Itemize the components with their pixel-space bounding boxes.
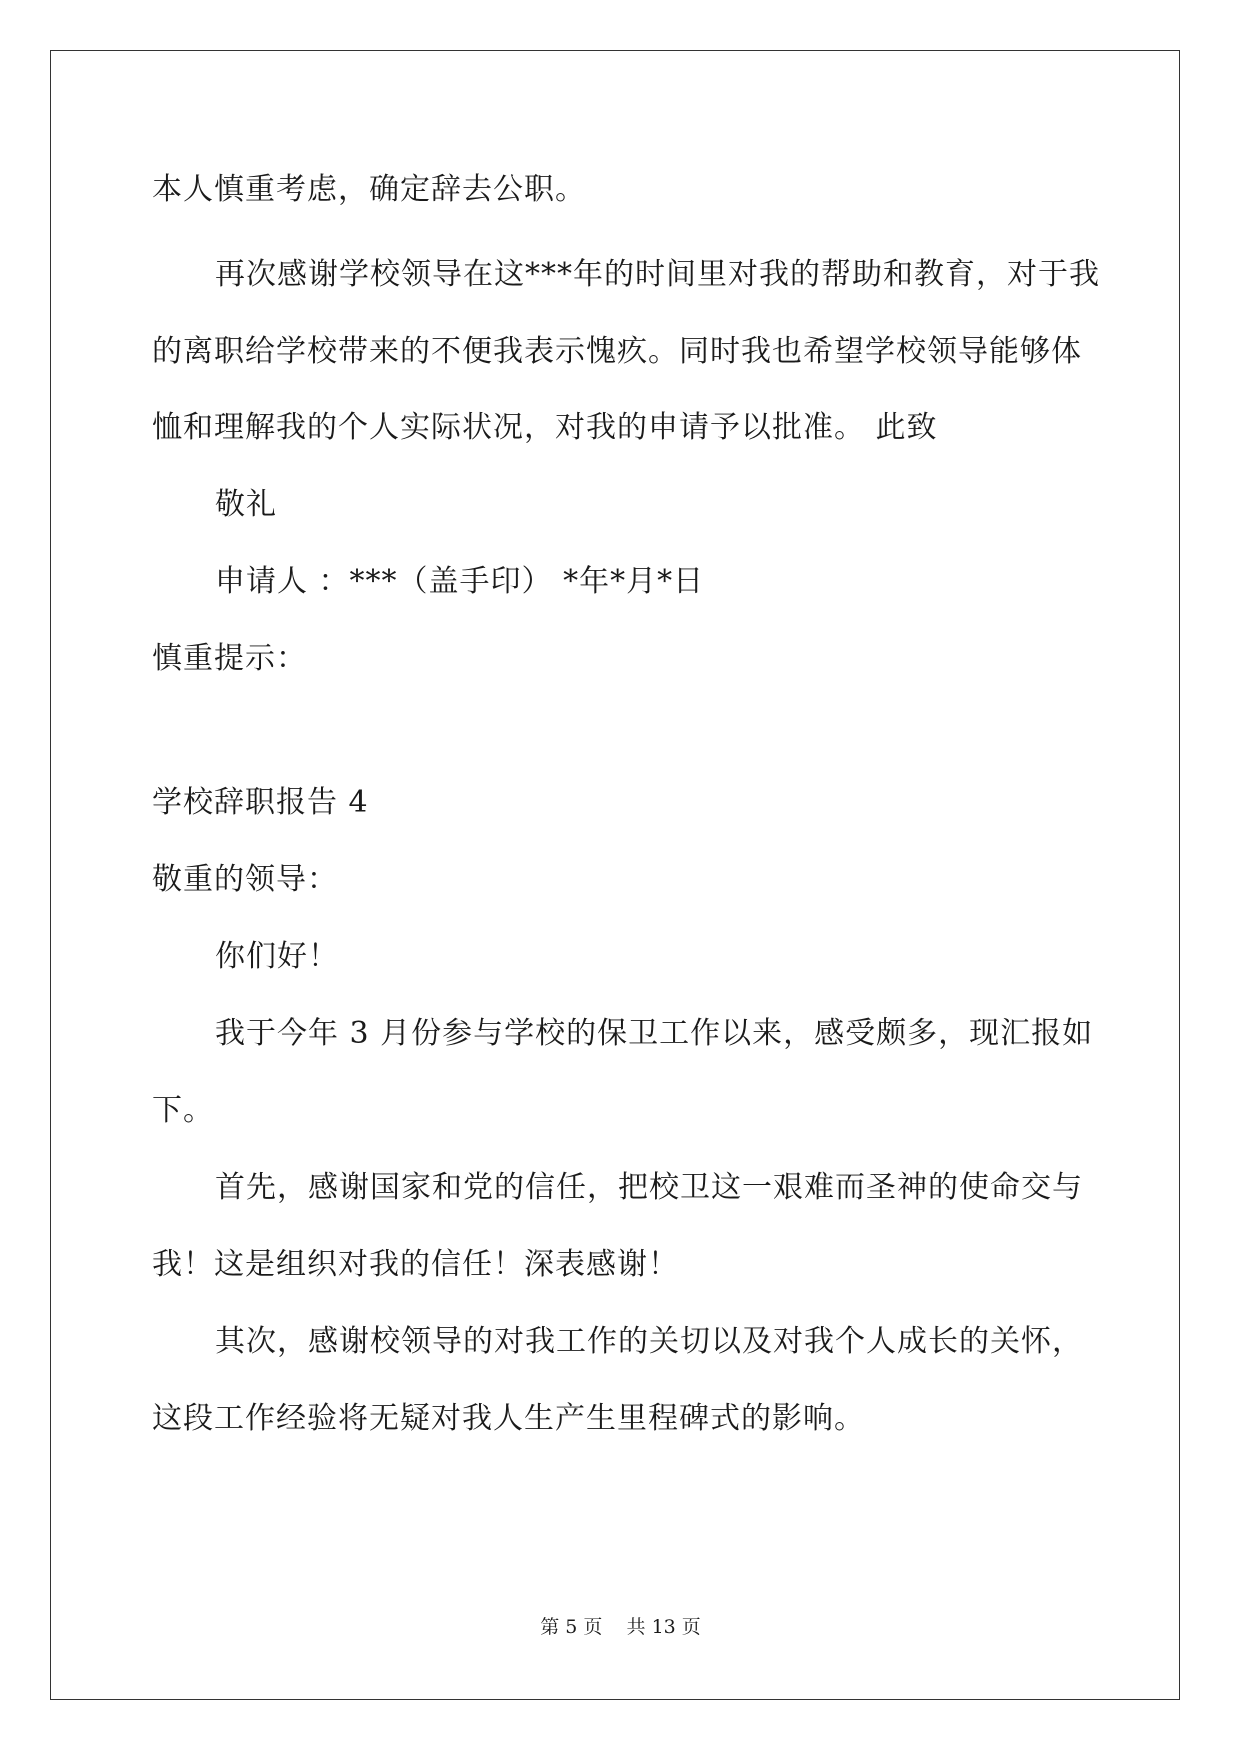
text-line: 下。 [152,1093,214,1128]
text-line: 申请人 ：***（盖手印） *年*月*日 [215,564,705,599]
greeting: 你们好！ [215,939,339,974]
text-line: 其次，感谢校领导的对我工作的关切以及对我个人成长的关怀， [215,1324,1083,1359]
page-number-footer: 第 5 页 共 13 页 [540,1616,701,1638]
text-line: 本人慎重考虑，确定辞去公职。 [152,172,586,207]
text-line: 的离职给学校带来的不便我表示愧疚。同时我也希望学校领导能够体 [152,334,1082,369]
text-line: 这段工作经验将无疑对我人生产生里程碑式的影响。 [152,1401,865,1436]
text-line: 慎重提示： [152,641,307,676]
text-line: 再次感谢学校领导在这***年的时间里对我的帮助和教育，对于我 [215,257,1100,292]
text-line: 敬礼 [215,487,277,522]
text-line: 恤和理解我的个人实际状况，对我的申请予以批准。 此致 [152,410,938,445]
text-line: 我于今年 3 月份参与学校的保卫工作以来，感受颇多，现汇报如 [215,1016,1094,1051]
text-line: 我！这是组织对我的信任！深表感谢！ [152,1247,679,1282]
section-heading: 学校辞职报告 4 [152,785,369,820]
salutation: 敬重的领导： [152,862,338,897]
text-line: 首先，感谢国家和党的信任，把校卫这一艰难而圣神的使命交与 [215,1170,1083,1205]
